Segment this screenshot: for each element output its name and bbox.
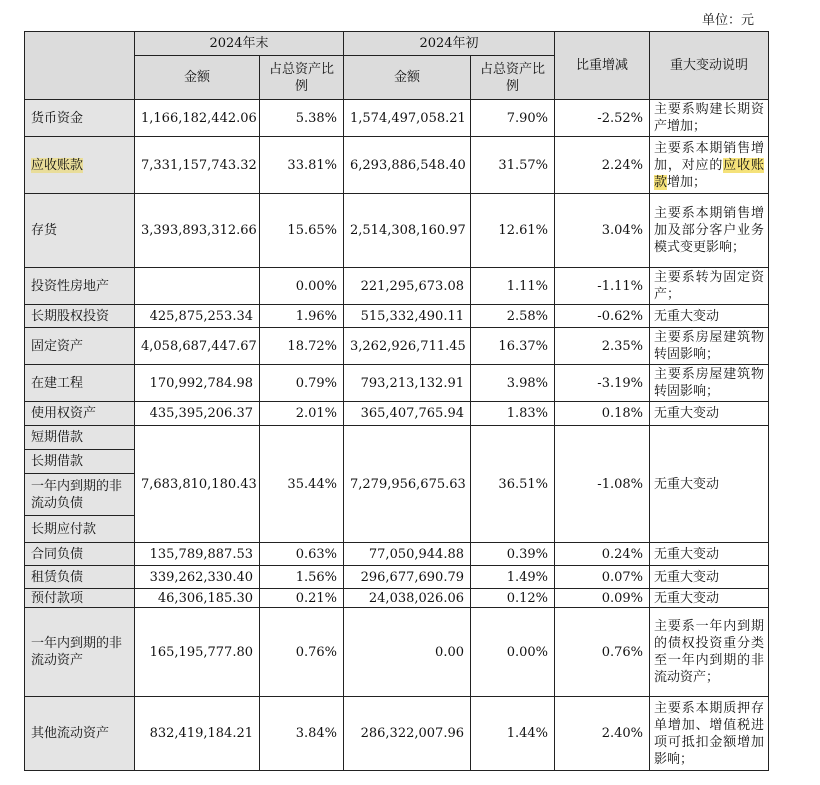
change-note: 无重大变动 xyxy=(650,402,769,426)
header-notes: 重大变动说明 xyxy=(650,32,769,100)
highlighted-label: 应收账款 xyxy=(31,157,84,173)
table-row xyxy=(25,365,769,402)
change-note: 主要系本期销售增加及部分客户业务模式变更影响； xyxy=(650,194,769,268)
start-ratio: 36.51% xyxy=(471,426,555,543)
row-label: 货币资金 xyxy=(25,100,135,137)
row-label: 投资性房地产 xyxy=(25,268,135,305)
table-row xyxy=(25,305,769,328)
end-amount: 7,331,157,743.32 xyxy=(135,137,260,194)
row-label: 一年内到期的非流动资产 xyxy=(25,608,135,697)
end-amount: 165,195,777.80 xyxy=(135,608,260,697)
start-ratio: 16.37% xyxy=(471,328,555,365)
row-label xyxy=(25,137,135,194)
end-ratio: 3.84% xyxy=(260,697,344,771)
ratio-change: -1.11% xyxy=(555,268,650,305)
end-amount: 3,393,893,312.66 xyxy=(135,194,260,268)
table-row xyxy=(25,402,769,426)
ratio-change: 0.07% xyxy=(555,566,650,589)
change-note: 无重大变动 xyxy=(650,543,769,566)
end-ratio: 1.56% xyxy=(260,566,344,589)
table-row xyxy=(25,268,769,305)
start-ratio: 12.61% xyxy=(471,194,555,268)
highlighted-note-text: 应收账款 xyxy=(654,157,764,190)
end-ratio: 0.79% xyxy=(260,365,344,402)
change-note: 主要系房屋建筑物转固影响； xyxy=(650,328,769,365)
header-start-ratio: 占总资产比例 xyxy=(471,56,555,100)
header-start-year: 2024年初 xyxy=(344,32,555,56)
start-ratio: 7.90% xyxy=(471,100,555,137)
end-ratio: 1.96% xyxy=(260,305,344,328)
end-amount: 7,683,810,180.43 xyxy=(135,426,260,543)
table-row xyxy=(25,194,769,268)
change-note: 无重大变动 xyxy=(650,566,769,589)
start-ratio: 1.44% xyxy=(471,697,555,771)
start-ratio: 1.11% xyxy=(471,268,555,305)
table-row xyxy=(25,426,769,450)
start-amount: 0.00 xyxy=(344,608,471,697)
header-change: 比重增减 xyxy=(555,32,650,100)
end-ratio: 5.38% xyxy=(260,100,344,137)
start-amount: 7,279,956,675.63 xyxy=(344,426,471,543)
start-amount: 2,514,308,160.97 xyxy=(344,194,471,268)
table-row xyxy=(25,608,769,697)
change-note: 主要系本期质押存单增加、增值税进项可抵扣金额增加影响； xyxy=(650,697,769,771)
row-label: 长期借款 xyxy=(25,450,135,474)
end-amount: 1,166,182,442.06 xyxy=(135,100,260,137)
ratio-change: -0.62% xyxy=(555,305,650,328)
end-ratio: 2.01% xyxy=(260,402,344,426)
row-label: 长期股权投资 xyxy=(25,305,135,328)
start-ratio: 3.98% xyxy=(471,365,555,402)
ratio-change: 0.18% xyxy=(555,402,650,426)
start-ratio: 31.57% xyxy=(471,137,555,194)
row-label: 使用权资产 xyxy=(25,402,135,426)
start-ratio: 1.49% xyxy=(471,566,555,589)
ratio-change: 2.40% xyxy=(555,697,650,771)
ratio-change: 0.09% xyxy=(555,589,650,608)
unit-label: 单位：元 xyxy=(701,13,754,28)
row-label: 一年内到期的非流动负债 xyxy=(25,474,135,516)
start-amount: 3,262,926,711.45 xyxy=(344,328,471,365)
start-amount: 24,038,026.06 xyxy=(344,589,471,608)
row-label: 租赁负债 xyxy=(25,566,135,589)
table-row xyxy=(25,566,769,589)
end-ratio: 18.72% xyxy=(260,328,344,365)
start-ratio: 0.39% xyxy=(471,543,555,566)
change-note: 主要系一年内到期的债权投资重分类至一年内到期的非流动资产； xyxy=(650,608,769,697)
end-amount: 135,789,887.53 xyxy=(135,543,260,566)
note-text: 主要系本期销售增加，对应的 xyxy=(654,140,764,173)
row-label: 短期借款 xyxy=(25,426,135,450)
table-row xyxy=(25,697,769,771)
start-amount: 6,293,886,548.40 xyxy=(344,137,471,194)
end-ratio: 0.63% xyxy=(260,543,344,566)
start-amount: 1,574,497,058.21 xyxy=(344,100,471,137)
change-note: 主要系转为固定资产； xyxy=(650,268,769,305)
header-end-year: 2024年末 xyxy=(135,32,344,56)
ratio-change: 2.35% xyxy=(555,328,650,365)
row-label: 预付款项 xyxy=(25,589,135,608)
row-label: 其他流动资产 xyxy=(25,697,135,771)
ratio-change: -1.08% xyxy=(555,426,650,543)
table-row xyxy=(25,589,769,608)
ratio-change: -2.52% xyxy=(555,100,650,137)
start-ratio: 0.12% xyxy=(471,589,555,608)
change-note: 主要系房屋建筑物转固影响； xyxy=(650,365,769,402)
table-row xyxy=(25,137,769,194)
change-note: 无重大变动 xyxy=(650,589,769,608)
end-ratio: 15.65% xyxy=(260,194,344,268)
note-text: 增加； xyxy=(667,174,707,190)
start-amount: 286,322,007.96 xyxy=(344,697,471,771)
start-ratio: 1.83% xyxy=(471,402,555,426)
ratio-change: 3.04% xyxy=(555,194,650,268)
start-ratio: 0.00% xyxy=(471,608,555,697)
balance-sheet-table xyxy=(24,31,769,771)
end-amount xyxy=(135,268,260,305)
end-amount: 4,058,687,447.67 xyxy=(135,328,260,365)
end-ratio: 33.81% xyxy=(260,137,344,194)
change-note: 无重大变动 xyxy=(650,426,769,543)
row-label: 存货 xyxy=(25,194,135,268)
header-end-ratio: 占总资产比例 xyxy=(260,56,344,100)
ratio-change: 2.24% xyxy=(555,137,650,194)
end-ratio: 35.44% xyxy=(260,426,344,543)
end-ratio: 0.00% xyxy=(260,268,344,305)
end-amount: 170,992,784.98 xyxy=(135,365,260,402)
ratio-change: 0.24% xyxy=(555,543,650,566)
end-amount: 435,395,206.37 xyxy=(135,402,260,426)
start-amount: 221,295,673.08 xyxy=(344,268,471,305)
corner-header-cell xyxy=(25,32,135,100)
header-end-amount: 金额 xyxy=(135,56,260,100)
row-label: 合同负债 xyxy=(25,543,135,566)
end-amount: 46,306,185.30 xyxy=(135,589,260,608)
end-amount: 832,419,184.21 xyxy=(135,697,260,771)
change-note: 主要系购建长期资产增加； xyxy=(650,100,769,137)
row-label: 在建工程 xyxy=(25,365,135,402)
end-amount: 425,875,253.34 xyxy=(135,305,260,328)
ratio-change: 0.76% xyxy=(555,608,650,697)
start-amount: 77,050,944.88 xyxy=(344,543,471,566)
table-row xyxy=(25,328,769,365)
row-label: 长期应付款 xyxy=(25,516,135,543)
end-amount: 339,262,330.40 xyxy=(135,566,260,589)
table-row xyxy=(25,543,769,566)
change-note xyxy=(650,137,769,194)
change-note: 无重大变动 xyxy=(650,305,769,328)
row-label: 固定资产 xyxy=(25,328,135,365)
header-start-amount: 金额 xyxy=(344,56,471,100)
start-ratio: 2.58% xyxy=(471,305,555,328)
start-amount: 793,213,132.91 xyxy=(344,365,471,402)
start-amount: 296,677,690.79 xyxy=(344,566,471,589)
end-ratio: 0.21% xyxy=(260,589,344,608)
table-row xyxy=(25,100,769,137)
start-amount: 365,407,765.94 xyxy=(344,402,471,426)
end-ratio: 0.76% xyxy=(260,608,344,697)
ratio-change: -3.19% xyxy=(555,365,650,402)
start-amount: 515,332,490.11 xyxy=(344,305,471,328)
